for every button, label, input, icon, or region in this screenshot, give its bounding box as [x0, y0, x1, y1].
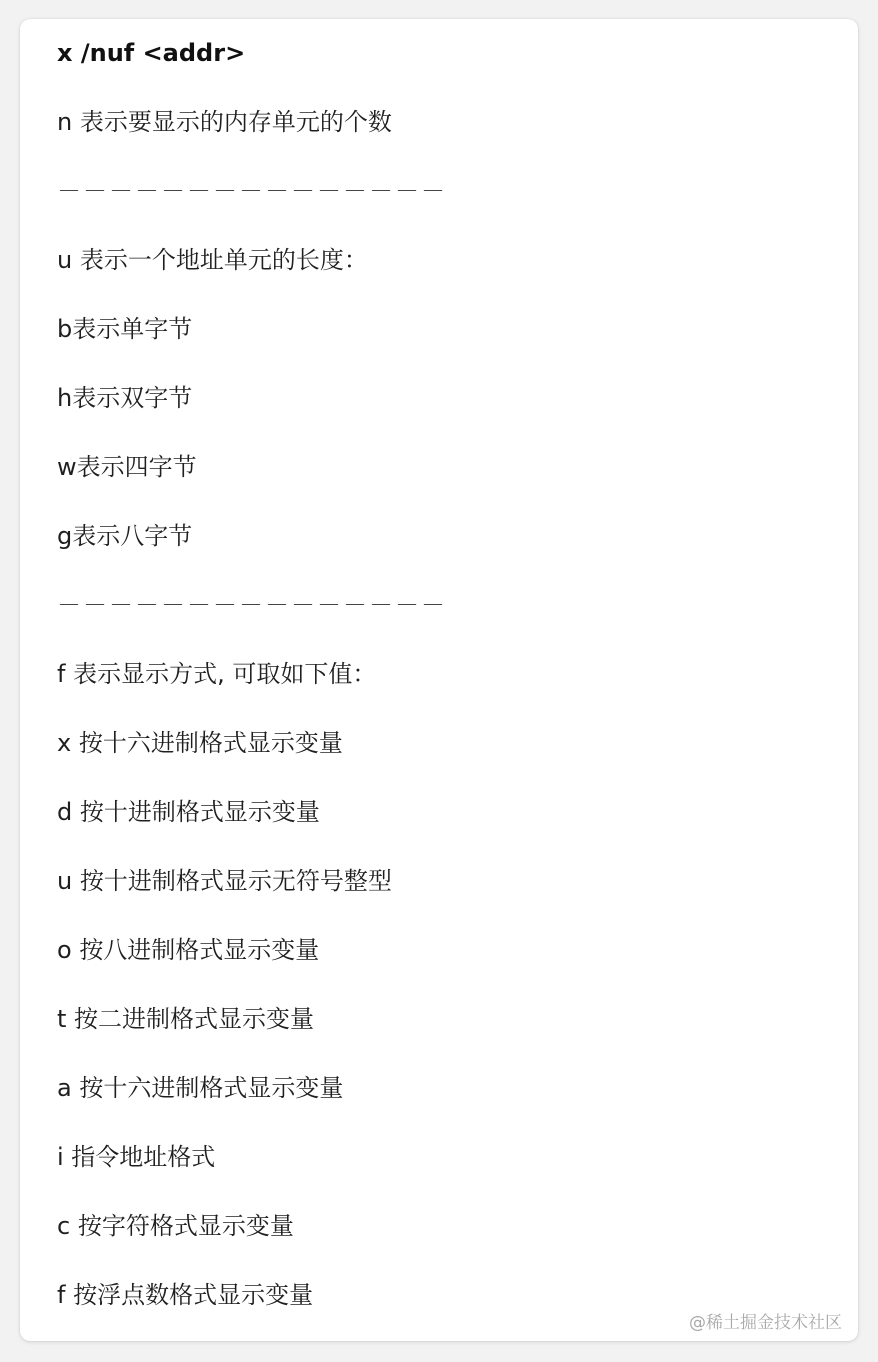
text-line: n 表示要显示的内存单元的个数	[57, 108, 392, 136]
text-line: b表示单字节	[57, 315, 193, 343]
text-line: w表示四字节	[57, 453, 197, 481]
text-line: t 按二进制格式显示变量	[57, 1005, 315, 1033]
text-line: d 按十进制格式显示变量	[57, 798, 320, 826]
watermark: @稀土掘金技术社区	[689, 1313, 842, 1333]
text-line: u 表示一个地址单元的长度：	[57, 246, 368, 274]
text-line: x 按十六进制格式显示变量	[57, 729, 343, 757]
text-line: i 指令地址格式	[57, 1143, 216, 1171]
dash-separator: －－－－－－－－－－－－－－－	[57, 591, 447, 619]
command-syntax: x /nuf <addr>	[57, 39, 246, 67]
text-line: c 按字符格式显示变量	[57, 1212, 294, 1240]
text-line: o 按八进制格式显示变量	[57, 936, 320, 964]
text-line: f 按浮点数格式显示变量	[57, 1281, 314, 1309]
text-line: a 按十六进制格式显示变量	[57, 1074, 344, 1102]
text-line: g表示八字节	[57, 522, 193, 550]
text-line: u 按十进制格式显示无符号整型	[57, 867, 392, 895]
text-line: f 表示显示方式, 可取如下值：	[57, 660, 377, 688]
text-line: h表示双字节	[57, 384, 193, 412]
dash-separator: －－－－－－－－－－－－－－－	[57, 177, 447, 205]
